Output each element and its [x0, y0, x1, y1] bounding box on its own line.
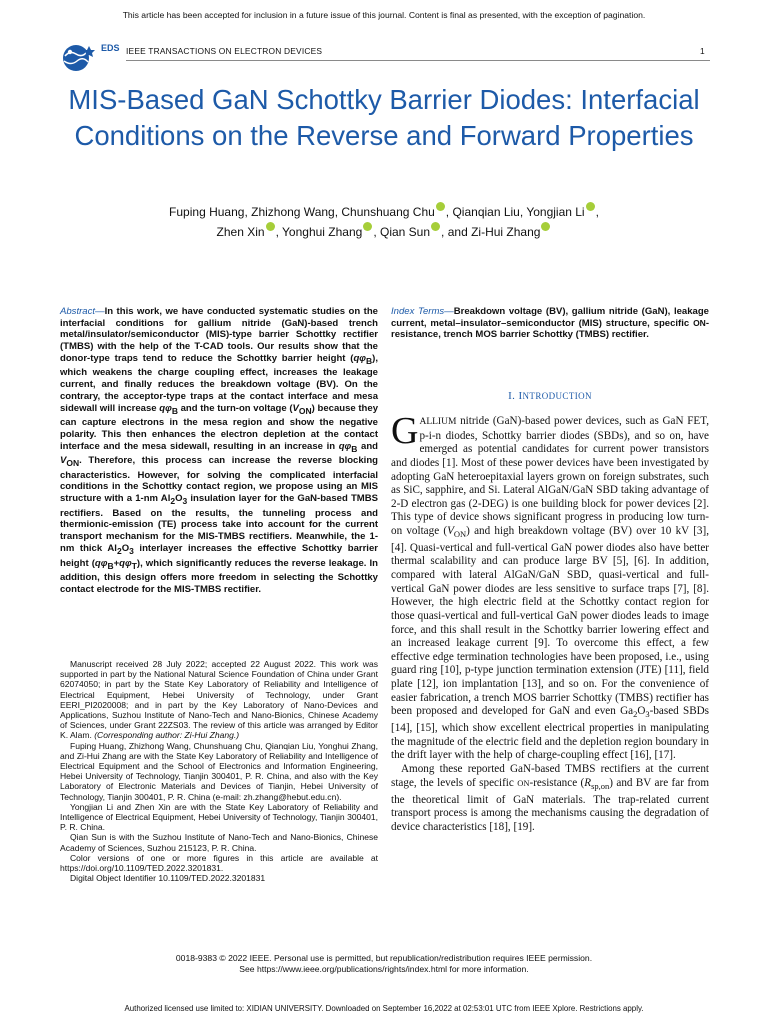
author-name[interactable]: Yonghui Zhang — [282, 225, 363, 239]
footnote-affiliation: Yongjian Li and Zhen Xin are with the State Key Laboratory of Reliability and Intelligence of Electrical Equipment, Hebei University of Technology, Tianjin 300401, P. R. China. — [60, 801, 378, 833]
footnote-affiliation: Qian Sun is with the Suzhou Institute of Nano-Tech and Nano-Bionics, Chinese Academy of Sciences, Suzhou 215123, P. R. China. — [60, 832, 378, 853]
footnote-color-note: Color versions of one or more figures in this article are available at https://doi.org/10.1109/TED.2022.3201831. — [60, 852, 378, 874]
introduction-body: GALLIUM nitride (GaN)-based power devices, such as GaN FET, p-i-n diodes, Schottky barrier diodes (SBDs), and so on, have emerged as potential candidates for current power transistors and diodes [1]. Most of these power devices have been investigated by adopting GaN heteroepitaxial layers grown on foreign substrates, such as SiC, sapphire, and Si. Lateral AlGaN/GaN SBD taking advantage of 2-D electron gas (2-DEG) is one building block for power devices [2]. This type of device shows significant progress in producing low turn-on voltage $(V_{ON})$ and high breakdown voltage (BV) over 10 kV [3], [4]. Quasi-vertical and full-vertical GaN power diodes also have better thermal scalability and can produce large BV [5], [6]. In addition, compared with lateral AlGaN/GaN SBD, quasi-vertical and full-vertical GaN power diodes are less sensitive to surface traps [7], [8]. However, the high electric field at the Schottky contact region for those quasi-vertical and full-vertical GaN power diodes leads to image force, and this shall result in the Schottky barrier lowering effect and an increased leakage current [9]. To overcome this effect, a few effective edge termination technologies have been proposed, i.e., using guard ring [10], p-type junction termination extension (JTE) [11], field plate [12], ion implantation [13], and so on. For the convenience of easier fabrication, a trench MOS barrier Schottky (TMBS) rectifier has been proposed and developed for GaN and even $Ga_2O_3$-based SBDs [14], [15], which show excellent electrical properties in manipulating the magnitude of the electric field and the depletion region boundary in the drift layer with the help of charge-coupling effect [16], [17]. Among these reported GaN-based TMBS rectifiers at the current stage, the levels of specific ON-resistance $(R_{sp,on})$ and BV are far from the theoretical limit of GaN materials. The trap-related current transport process is among the mechanisms causing the degradation of device characteristics [18], [19]. — [391, 410, 710, 833]
author-name[interactable]: Zhen Xin — [216, 225, 265, 239]
orcid-icon[interactable] — [541, 222, 550, 231]
abstract: Abstract—In this work, we have conducted systematic studies on the interfacial conditions for gallium nitride (GaN)-based trench metal/insulator/semiconductor (MIS)-type barrier Schottky rectifier (TMBS) with the help of the T-CAD tools. Our results show that the donor-type traps tend to reduce the Schottky barrier height $(q\varphi_B)$, which weakens the charge coupling effect, increases the leakage current, and finally reduces the breakdown voltage (BV). On the contrary, the acceptor-type traps at the contact interface and mesa sidewall will increase $q\varphi_B$ and the turn-on voltage $(V_{ON})$ because they can capture electrons in the mesa region and show the negative polarity. This then enhances the electron depletion at the contact interface and the mesa sidewall, resulting in an increase in $q\varphi_B$ and $V_{ON}$. Therefore, this process can increase the reverse blocking characteristics. However, for solving the complicated interfacial conditions in the Schottky contact region, we propose using an MIS structure with a 1-nm $Al_2O_3$ insulation layer for the GaN-based TMBS rectifiers. Based on the results, the tunneling process and thermionic-emission (TE) process take into account for the current transport mechanism for the MIS-TMBS rectifiers. Meanwhile, the 1-nm thick $Al_2O_3$ interlayer increases the effective Schottky barrier height $(q\varphi_B+q\varphi_T)$, which significantly reduces the reverse leakage. In addition, this design offers more freedom in selecting the Schottky contact electrode for the MIS-TMBS rectifier. — [60, 306, 379, 595]
orcid-icon[interactable] — [436, 202, 445, 211]
section-heading: I. INTRODUCTION — [508, 390, 592, 402]
abstract-label: Abstract— — [60, 306, 105, 317]
orcid-icon[interactable] — [431, 222, 440, 231]
author-name[interactable]: Chunshuang Chu — [341, 205, 435, 219]
copyright-notice: 0018-9383 © 2022 IEEE. Personal use is permitted, but republication/redistribution requires IEEE permission. See https://www.ieee.org/publications/rights/index.html for more information. — [175, 953, 593, 974]
journal-name: IEEE TRANSACTIONS ON ELECTRON DEVICES — [126, 46, 323, 56]
author-list: Fuping Huang, Zhizhong Wang, Chunshuang Chu , Qianqian Liu, Yongjian Li , Zhen Xin , Yonghui Zhang , Qian Sun , and Zi-Hui Zhang — [80, 202, 688, 242]
orcid-icon[interactable] — [363, 222, 372, 231]
acceptance-notice: This article has been accepted for inclusion in a future issue of this journal. Content is final as presented, with the exception of pagination. — [122, 10, 646, 20]
index-terms: Index Terms—Breakdown voltage (BV), gallium nitride (GaN), leakage current, metal–insulator–semiconductor (MIS) structure, specific ON-resistance, trench MOS barrier Schottky (TMBS) rectifier. — [391, 306, 709, 341]
page-number: 1 — [700, 46, 705, 56]
logo-letter-e: EDS — [101, 43, 120, 53]
footnote-received: Manuscript received 28 July 2022; accepted 22 August 2022. This work was supported in part by the National Natural Science Foundation of China under Grant 62074050; in part by the State Key Laboratory of Reliability and Intelligence of Electrical Equipment, Hebei University of Technology, under Grant EERI_PI2020008; and in part by the Key Laboratory of Nano-Devices and Applications, Suzhou Institute of Nano-Tech and Nano-Bionics, Chinese Academy of Sciences, under Grant 22ZS03. The review of this article was arranged by Editor K. Alam. (Corresponding author: Zi-Hui Zhang.) — [60, 659, 378, 741]
drop-cap: G — [391, 410, 419, 452]
footnote-doi: Digital Object Identifier 10.1109/TED.2022.3201831 — [70, 873, 266, 884]
author-name[interactable]: Yongjian Li — [526, 205, 585, 219]
footnote-affiliation: Fuping Huang, Zhizhong Wang, Chunshuang Chu, Qianqian Liu, Yonghui Zhang, and Zi-Hui Zhang are with the State Key Laboratory of Reliability and Intelligence of Electrical Equipment and the School of Electronics and Information Engineering, Hebei University of Technology, Tianjin 300401, P. R. China, and also with the Key Laboratory of Electronic Materials and Devices of Tianjin, Hebei University of Technology, Tianjin 300401, P. R. China (e-mail: zh.zhang@hebut.edu.cn). — [60, 740, 378, 802]
license-notice: Authorized licensed use limited to: XIDIAN UNIVERSITY. Downloaded on September 16,2022 at 02:53:01 UTC from IEEE Xplore. Restrictions apply. — [124, 1004, 644, 1013]
paper-title: MIS-Based GaN Schottky Barrier Diodes: Interfacial Conditions on the Reverse and Forward Properties — [68, 84, 700, 151]
author-name[interactable]: Zhizhong Wang — [251, 205, 335, 219]
orcid-icon[interactable] — [266, 222, 275, 231]
orcid-icon[interactable] — [586, 202, 595, 211]
author-name[interactable]: Qian Sun — [380, 225, 431, 239]
author-name[interactable]: Qianqian Liu — [452, 205, 520, 219]
footnote — [60, 659, 378, 883]
header-rule — [126, 60, 710, 61]
author-name[interactable]: Zi-Hui Zhang — [471, 225, 541, 239]
index-terms-label: Index Terms— — [391, 306, 454, 317]
eds-logo — [60, 38, 120, 78]
author-name[interactable]: Fuping Huang — [169, 205, 245, 219]
